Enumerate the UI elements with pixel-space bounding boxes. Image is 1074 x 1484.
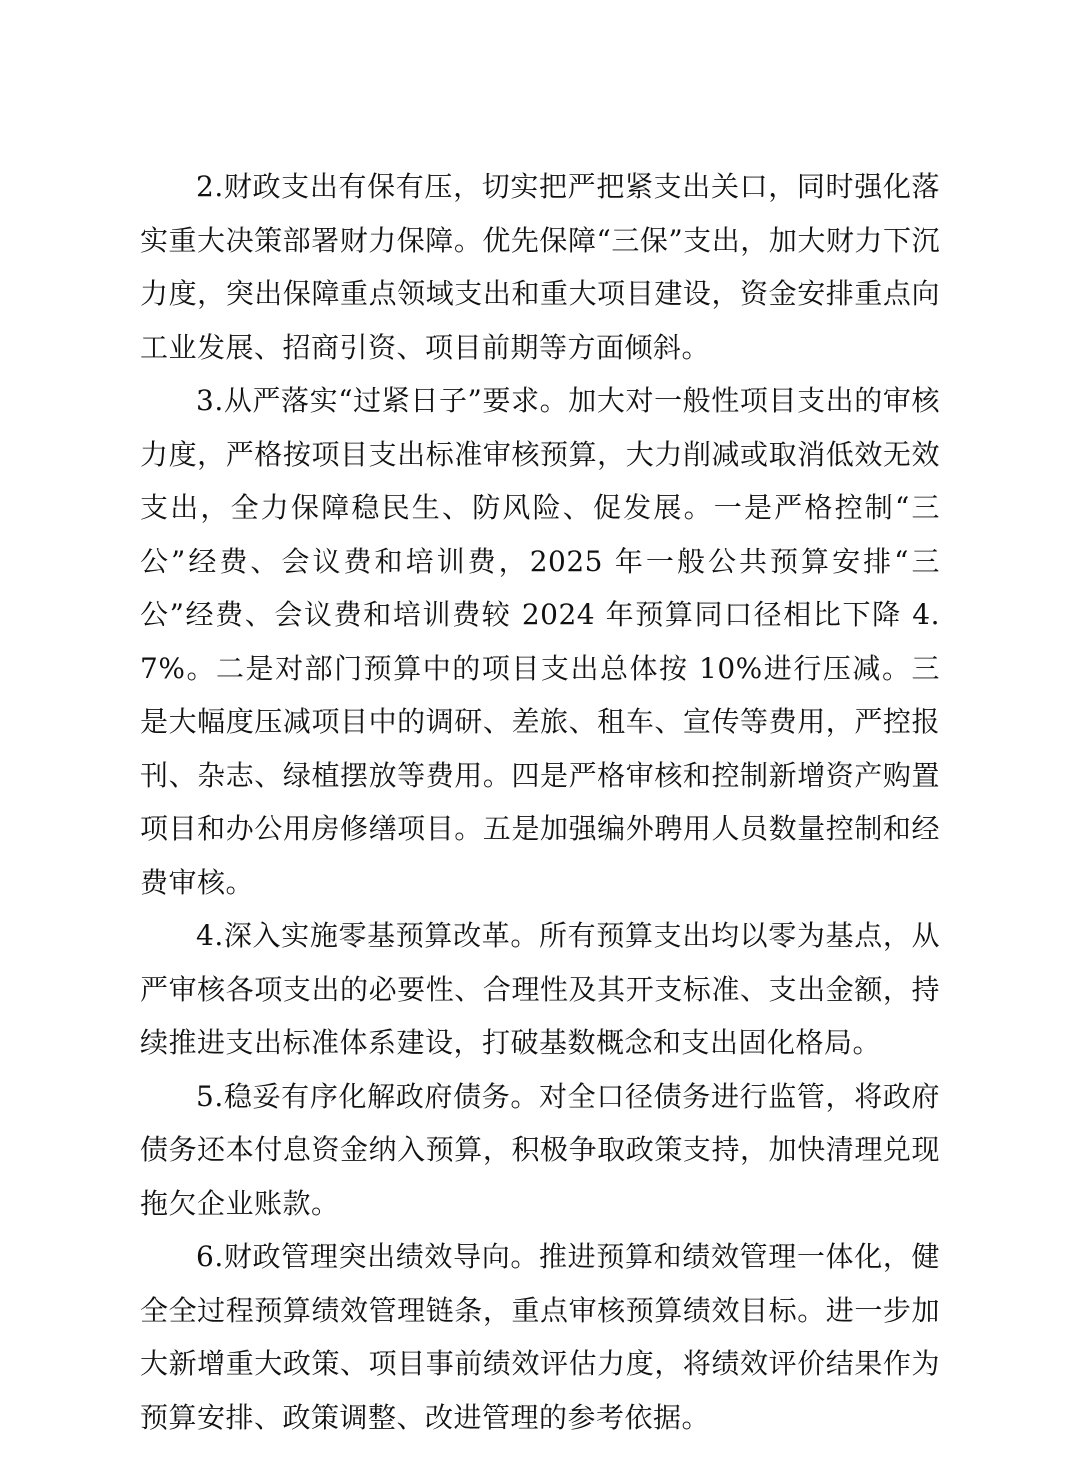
document-page xyxy=(140,160,940,1434)
paragraph-item-4: 4.深入实施零基预算改革。所有预算支出均以零为基点，从严审核各项支出的必要性、合理性及其开支标准、支出金额，持续推进支出标准体系建设，打破基数概念和支出固化格局。 xyxy=(140,919,940,1059)
paragraph-item-3: 3.从严落实“过紧日子”要求。加大对一般性项目支出的审核力度，严格按项目支出标准审核预算，大力削减或取消低效无效支出，全力保障稳民生、防风险、促发展。一是严格控制“三公”经费、会议费和培训费，2025 年一般公共预算安排“三公”经费、会议费和培训费较 2024 年预算同口径相比下降 4.7%。二是对部门预算中的项目支出总体按 10%进行压减。三是大幅度压减项目中的调研、差旅、租车、宣传等费用，严控报刊、杂志、绿植摆放等费用。四是严格审核和控制新增资产购置项目和办公用房修缮项目。五是加强编外聘用人员数量控制和经费审核。 xyxy=(140,384,940,899)
paragraph-item-6: 6.财政管理突出绩效导向。推进预算和绩效管理一体化，健全全过程预算绩效管理链条，重点审核预算绩效目标。进一步加大新增重大政策、项目事前绩效评估力度，将绩效评价结果作为预算安排、政策调整、改进管理的参考依据。 xyxy=(140,1240,940,1434)
paragraph-item-5: 5.稳妥有序化解政府债务。对全口径债务进行监管，将政府债务还本付息资金纳入预算，积极争取政策支持，加快清理兑现拖欠企业账款。 xyxy=(140,1079,940,1220)
paragraph-item-2: 2.财政支出有保有压，切实把严把紧支出关口，同时强化落实重大决策部署财力保障。优先保障“三保”支出，加大财力下沉力度，突出保障重点领域支出和重大项目建设，资金安排重点向工业发展、招商引资、项目前期等方面倾斜。 xyxy=(140,170,940,364)
